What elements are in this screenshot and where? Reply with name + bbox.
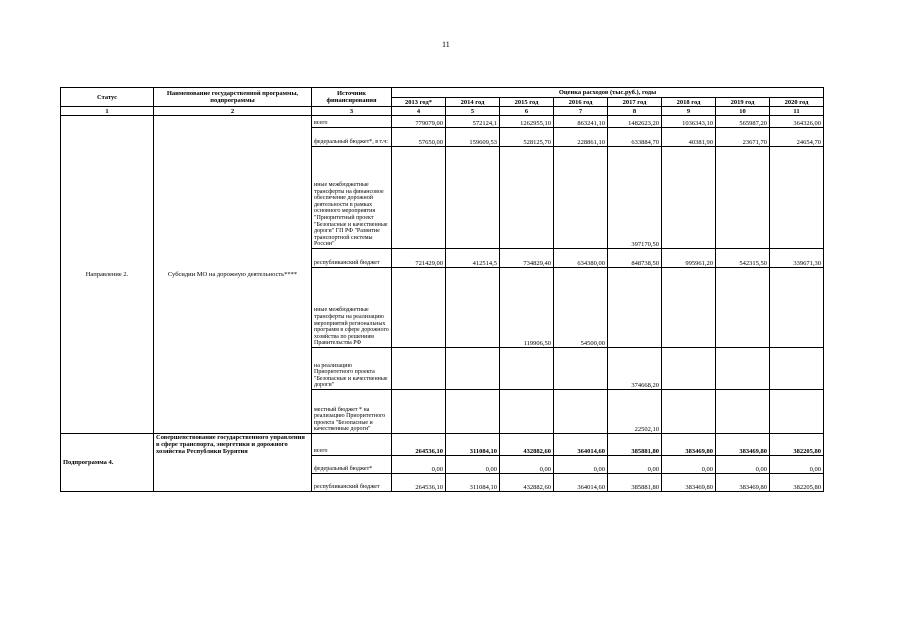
row-value: 264536,10 (392, 434, 446, 456)
row-source: иные межбюджетные трансферты на реализацию мероприятий региональных программ в сфере дорожного хозяйства по решениям Правительства РФ (312, 268, 392, 348)
row-value (392, 348, 446, 390)
column-number: 6 (500, 107, 554, 116)
row-value: 1262955,10 (500, 116, 554, 128)
row-value: 634380,00 (554, 249, 608, 268)
row-value (662, 348, 716, 390)
column-number: 4 (392, 107, 446, 116)
row-source: местный бюджет * на реализацию Приоритетного проекта "Безопасные и качественные дороги" (312, 390, 392, 434)
row-value: 0,00 (446, 456, 500, 474)
header-estimate: Оценка расходов (тыс.руб.), годы (392, 88, 824, 98)
row-value: 119906,50 (500, 268, 554, 348)
row-value: 0,00 (554, 456, 608, 474)
header-year: 2018 год (662, 98, 716, 107)
row-value (662, 268, 716, 348)
column-number: 2 (154, 107, 312, 116)
column-number: 11 (770, 107, 824, 116)
row-value: 1036343,10 (662, 116, 716, 128)
row-value (608, 268, 662, 348)
row-value: 374668,20 (608, 348, 662, 390)
row-program-name: Субсидии МО на дорожную деятельность**** (154, 116, 312, 434)
row-value: 848738,50 (608, 249, 662, 268)
row-value: 364326,00 (770, 116, 824, 128)
row-value: 159609,53 (446, 128, 500, 147)
row-value: 863241,10 (554, 116, 608, 128)
row-value (392, 147, 446, 249)
row-value (662, 390, 716, 434)
row-program-name: Совершенствование государственного управления в сфере транспорта, энергетики и дорожного хозяйства Республики Бурятия (154, 434, 312, 492)
page-number: 11 (442, 40, 450, 49)
header-program-name: Наименование государственной программы, подпрограммы (154, 88, 312, 107)
row-source: республиканский бюджет (312, 474, 392, 492)
row-value: 54500,00 (554, 268, 608, 348)
row-value: 364014,60 (554, 474, 608, 492)
row-value (716, 268, 770, 348)
row-value (716, 390, 770, 434)
row-value (716, 147, 770, 249)
row-value (446, 268, 500, 348)
row-value: 0,00 (770, 456, 824, 474)
row-value: 311084,10 (446, 474, 500, 492)
row-value (554, 390, 608, 434)
column-number: 1 (61, 107, 154, 116)
row-value: 995961,20 (662, 249, 716, 268)
row-value: 0,00 (392, 456, 446, 474)
row-source: республиканский бюджет (312, 249, 392, 268)
header-year: 2014 год (446, 98, 500, 107)
column-number: 9 (662, 107, 716, 116)
row-value: 528125,70 (500, 128, 554, 147)
row-value (500, 147, 554, 249)
row-value: 0,00 (716, 456, 770, 474)
row-value (662, 147, 716, 249)
row-source: на реализацию Приоритетного проекта "Безопасные и качественные дороги" (312, 348, 392, 390)
row-value: 264536,10 (392, 474, 446, 492)
row-source: всего (312, 434, 392, 456)
row-value (554, 348, 608, 390)
row-value: 385881,80 (608, 474, 662, 492)
row-value (770, 268, 824, 348)
column-number: 3 (312, 107, 392, 116)
row-value: 0,00 (500, 456, 554, 474)
row-value: 734829,40 (500, 249, 554, 268)
row-value (500, 390, 554, 434)
header-status: Статус (61, 88, 154, 107)
row-value (392, 268, 446, 348)
row-value: 432882,60 (500, 434, 554, 456)
header-year: 2013 год* (392, 98, 446, 107)
column-number: 10 (716, 107, 770, 116)
row-value: 572124,1 (446, 116, 500, 128)
row-value: 22502,10 (608, 390, 662, 434)
header-source: Источник финансирования (312, 88, 392, 107)
row-value: 382205,80 (770, 434, 824, 456)
row-value: 397170,50 (608, 147, 662, 249)
header-year: 2016 год (554, 98, 608, 107)
table-row (61, 434, 824, 456)
row-value: 24654,70 (770, 128, 824, 147)
row-value: 383469,80 (662, 434, 716, 456)
row-value: 412514,5 (446, 249, 500, 268)
row-value: 311084,10 (446, 434, 500, 456)
row-value: 228861,10 (554, 128, 608, 147)
row-value: 339671,30 (770, 249, 824, 268)
row-source: федеральный бюджет* (312, 456, 392, 474)
header-year: 2019 год (716, 98, 770, 107)
row-source: федеральный бюджет*, в т.ч: (312, 128, 392, 147)
row-value: 382205,80 (770, 474, 824, 492)
header-year: 2015 год (500, 98, 554, 107)
header-year: 2017 год (608, 98, 662, 107)
table-row (61, 116, 824, 128)
row-value (770, 390, 824, 434)
row-value: 383469,80 (662, 474, 716, 492)
row-value (446, 147, 500, 249)
row-status: Направление 2. (61, 116, 154, 434)
row-value: 383469,80 (716, 474, 770, 492)
row-value (716, 348, 770, 390)
row-value: 364014,60 (554, 434, 608, 456)
row-value (446, 348, 500, 390)
row-value: 565987,20 (716, 116, 770, 128)
row-value: 40381,90 (662, 128, 716, 147)
row-source: иные межбюджетные трансферты на финансовое обеспечение дорожной деятельности в рамках основного мероприятия "Приоритетный проект "Безопасные и качественные дороги" ГП РФ "Развитие транспортной системы России" (312, 147, 392, 249)
row-value (446, 390, 500, 434)
row-value: 57650,00 (392, 128, 446, 147)
row-value: 542315,50 (716, 249, 770, 268)
row-value (500, 348, 554, 390)
row-value: 1482623,20 (608, 116, 662, 128)
row-value (554, 147, 608, 249)
column-number: 7 (554, 107, 608, 116)
row-value: 0,00 (608, 456, 662, 474)
row-value: 383469,80 (716, 434, 770, 456)
row-value: 779079,00 (392, 116, 446, 128)
row-value: 0,00 (662, 456, 716, 474)
row-value: 385881,80 (608, 434, 662, 456)
row-value (770, 348, 824, 390)
row-value (392, 390, 446, 434)
header-year: 2020 год (770, 98, 824, 107)
column-number: 8 (608, 107, 662, 116)
row-value: 721429,00 (392, 249, 446, 268)
row-value (770, 147, 824, 249)
expenses-table (60, 87, 824, 492)
row-value: 432882,60 (500, 474, 554, 492)
row-value: 633884,70 (608, 128, 662, 147)
row-source: всего (312, 116, 392, 128)
column-number: 5 (446, 107, 500, 116)
row-status: Подпрограмма 4. (61, 434, 154, 492)
row-value: 23671,70 (716, 128, 770, 147)
